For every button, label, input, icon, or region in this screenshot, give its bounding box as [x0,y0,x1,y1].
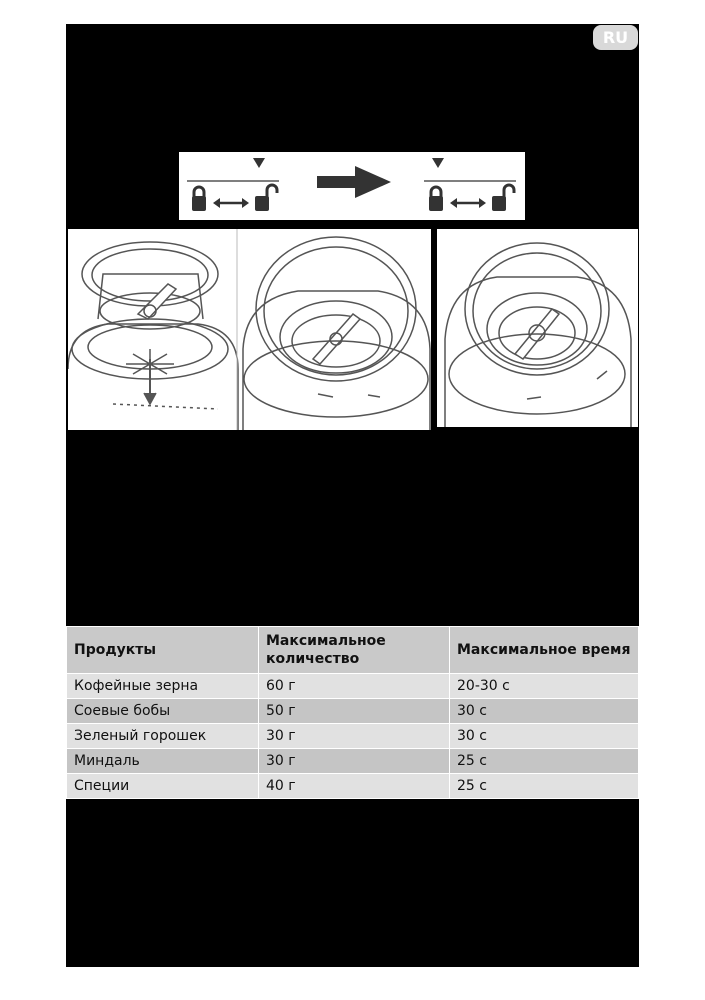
table-cell: 30 с [450,724,639,749]
grinding-table [66,626,639,799]
table-cell: 25 с [450,774,639,799]
lock-diagram [179,152,525,220]
table-cell: Миндаль [67,749,259,774]
double-arrow-icon [213,198,249,208]
table-cell: 50 г [259,699,450,724]
table-row [67,724,639,749]
table-cell: 30 г [259,749,450,774]
table-cell: Специи [67,774,259,799]
table-header-row [67,627,639,674]
table-row [67,774,639,799]
closed-lock-icon [192,187,206,211]
open-lock-icon [255,185,277,211]
table-cell: Соевые бобы [67,699,259,724]
table-cell: 25 с [450,749,639,774]
table-header-cell: Продукты [67,627,259,674]
table-header-cell: Максимальное время [450,627,639,674]
table-row [67,674,639,699]
grinder-bowl-insert-illustration [68,242,238,430]
right-arrow-icon [317,166,391,198]
table-header-cell: Максимальное количество [259,627,450,674]
pointer-arrow-icon [432,158,444,168]
table-row [67,699,639,724]
table-cell: 40 г [259,774,450,799]
grinder-locked-illustration [437,229,638,427]
grinder-bowl-unlocked-illustration [243,237,430,430]
table-cell: 30 с [450,699,639,724]
open-lock-icon [492,185,514,211]
grinder-assembly-illustration [68,229,431,430]
table-cell: 30 г [259,724,450,749]
closed-lock-icon [429,187,443,211]
table-cell: 20-30 с [450,674,639,699]
grinder-bowl-locked-illustration [445,243,631,427]
table-cell: 60 г [259,674,450,699]
language-badge: RU [593,25,638,50]
table-row [67,749,639,774]
pointer-arrow-icon [253,158,265,168]
double-arrow-icon [450,198,486,208]
table-cell: Зеленый горошек [67,724,259,749]
table-cell: Кофейные зерна [67,674,259,699]
